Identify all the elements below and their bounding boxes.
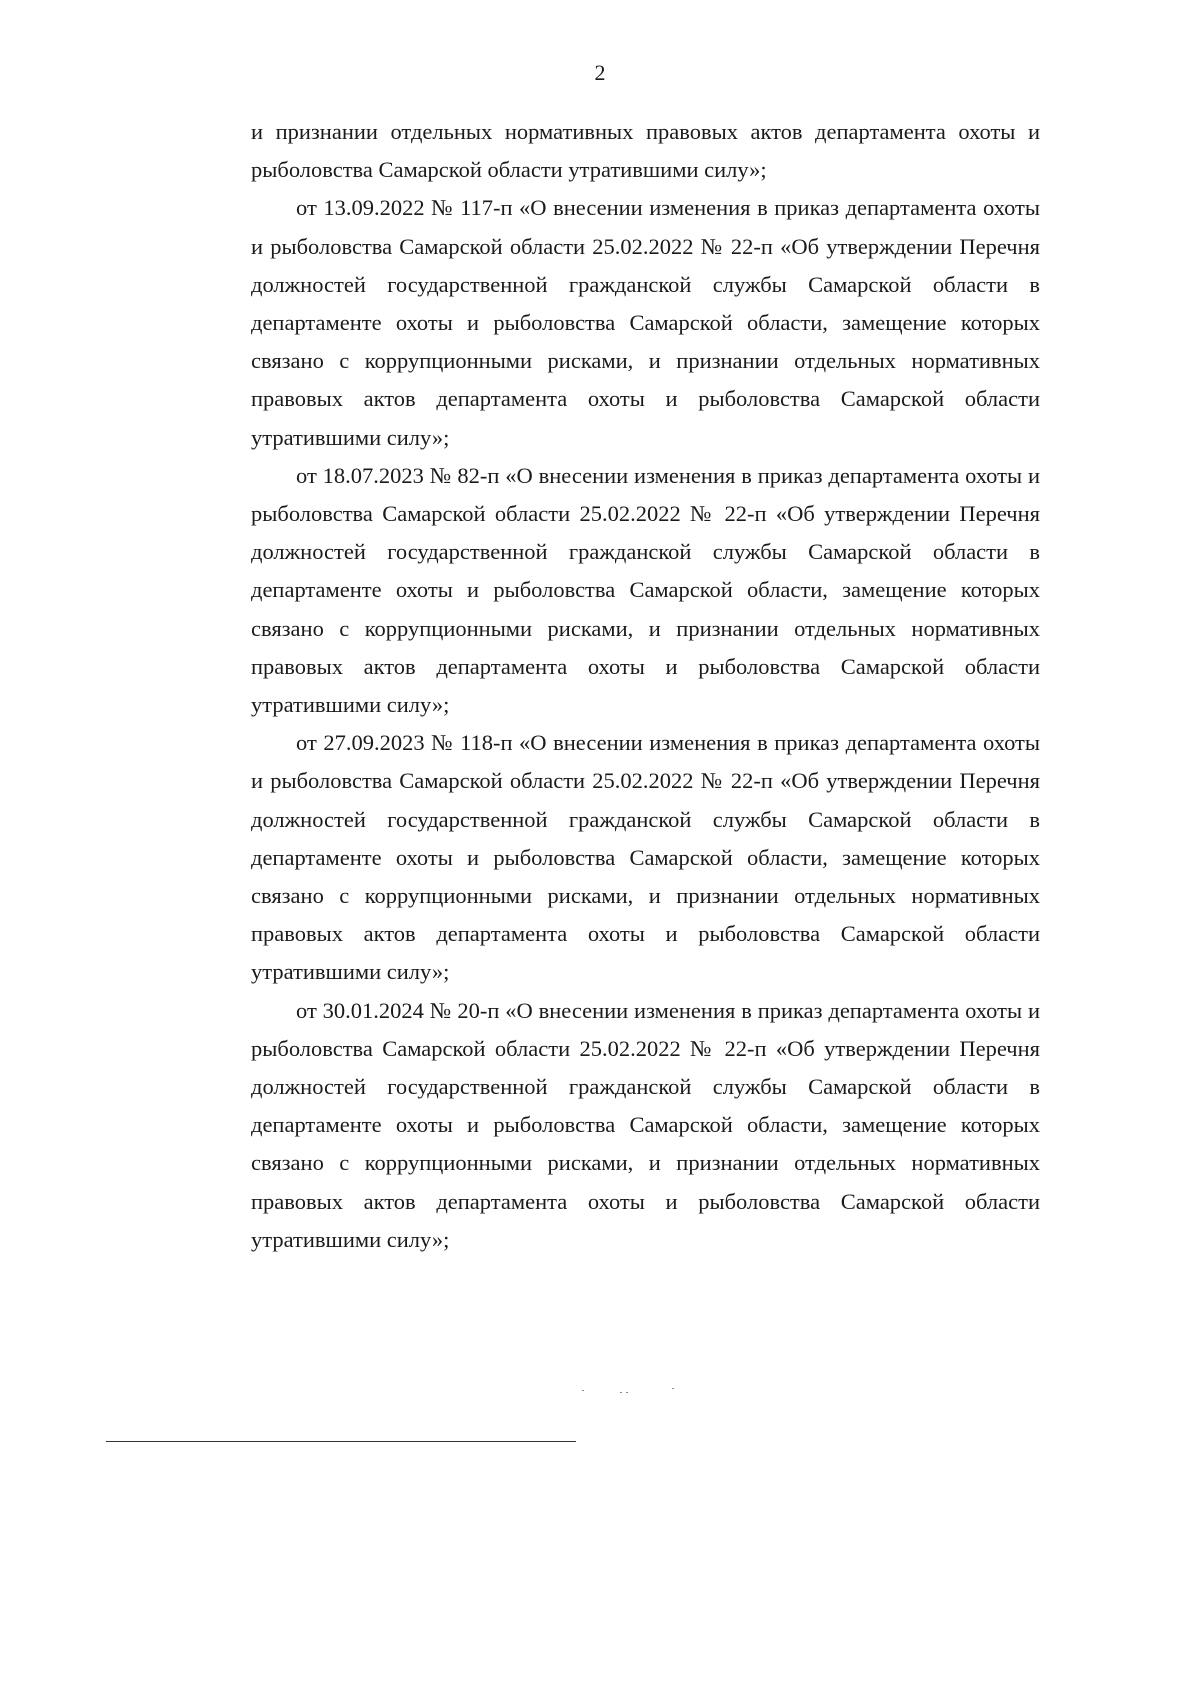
paragraph-order-118: от 27.09.2023 № 118-п «О внесении изменения в приказ департамента охоты и рыболовства Самарской области 25.02.2022 № 22-п «Об утверждении Перечня должностей государственной гражданской службы Самарской области в департаменте охоты и рыболовства Самарской области, замещение которых связано с коррупционными рисками, и признании отдельных нормативных правовых актов департамента охоты и рыболовства Самарской области утратившими силу»;	[251, 730, 1040, 985]
document-body	[251, 113, 1040, 1259]
paragraph-order-82: от 18.07.2023 № 82-п «О внесении изменения в приказ департамента охоты и рыболовства Самарской области 25.02.2022 № 22-п «Об утверждении Перечня должностей государственной гражданской службы Самарской области в департаменте охоты и рыболовства Самарской области, замещение которых связано с коррупционными рисками, и признании отдельных нормативных правовых актов департамента охоты и рыболовства Самарской области утратившими силу»;	[251, 462, 1040, 718]
page-number: 2	[594, 60, 606, 85]
scan-artifact	[580, 1386, 700, 1396]
paragraph-order-117: от 13.09.2022 № 117-п «О внесении изменения в приказ департамента охоты и рыболовства Самарской области 25.02.2022 № 22-п «Об утверждении Перечня должностей государственной гражданской службы Самарской области в департаменте охоты и рыболовства Самарской области, замещение которых связано с коррупционными рисками, и признании отдельных нормативных правовых актов департамента охоты и рыболовства Самарской области утратившими силу»;	[251, 195, 1040, 450]
footnote-divider-line	[106, 1441, 576, 1442]
paragraph-order-20: от 30.01.2024 № 20-п «О внесении изменения в приказ департамента охоты и рыболовства Самарской области 25.02.2022 № 22-п «Об утверждении Перечня должностей государственной гражданской службы Самарской области в департаменте охоты и рыболовства Самарской области, замещение которых связано с коррупционными рисками, и признании отдельных нормативных правовых актов департамента охоты и рыболовства Самарской области утратившими силу»;	[251, 997, 1040, 1252]
paragraph-continuation: и признании отдельных нормативных правовых актов департамента охоты и рыболовства Самарской области утратившими силу»;	[251, 119, 1040, 183]
